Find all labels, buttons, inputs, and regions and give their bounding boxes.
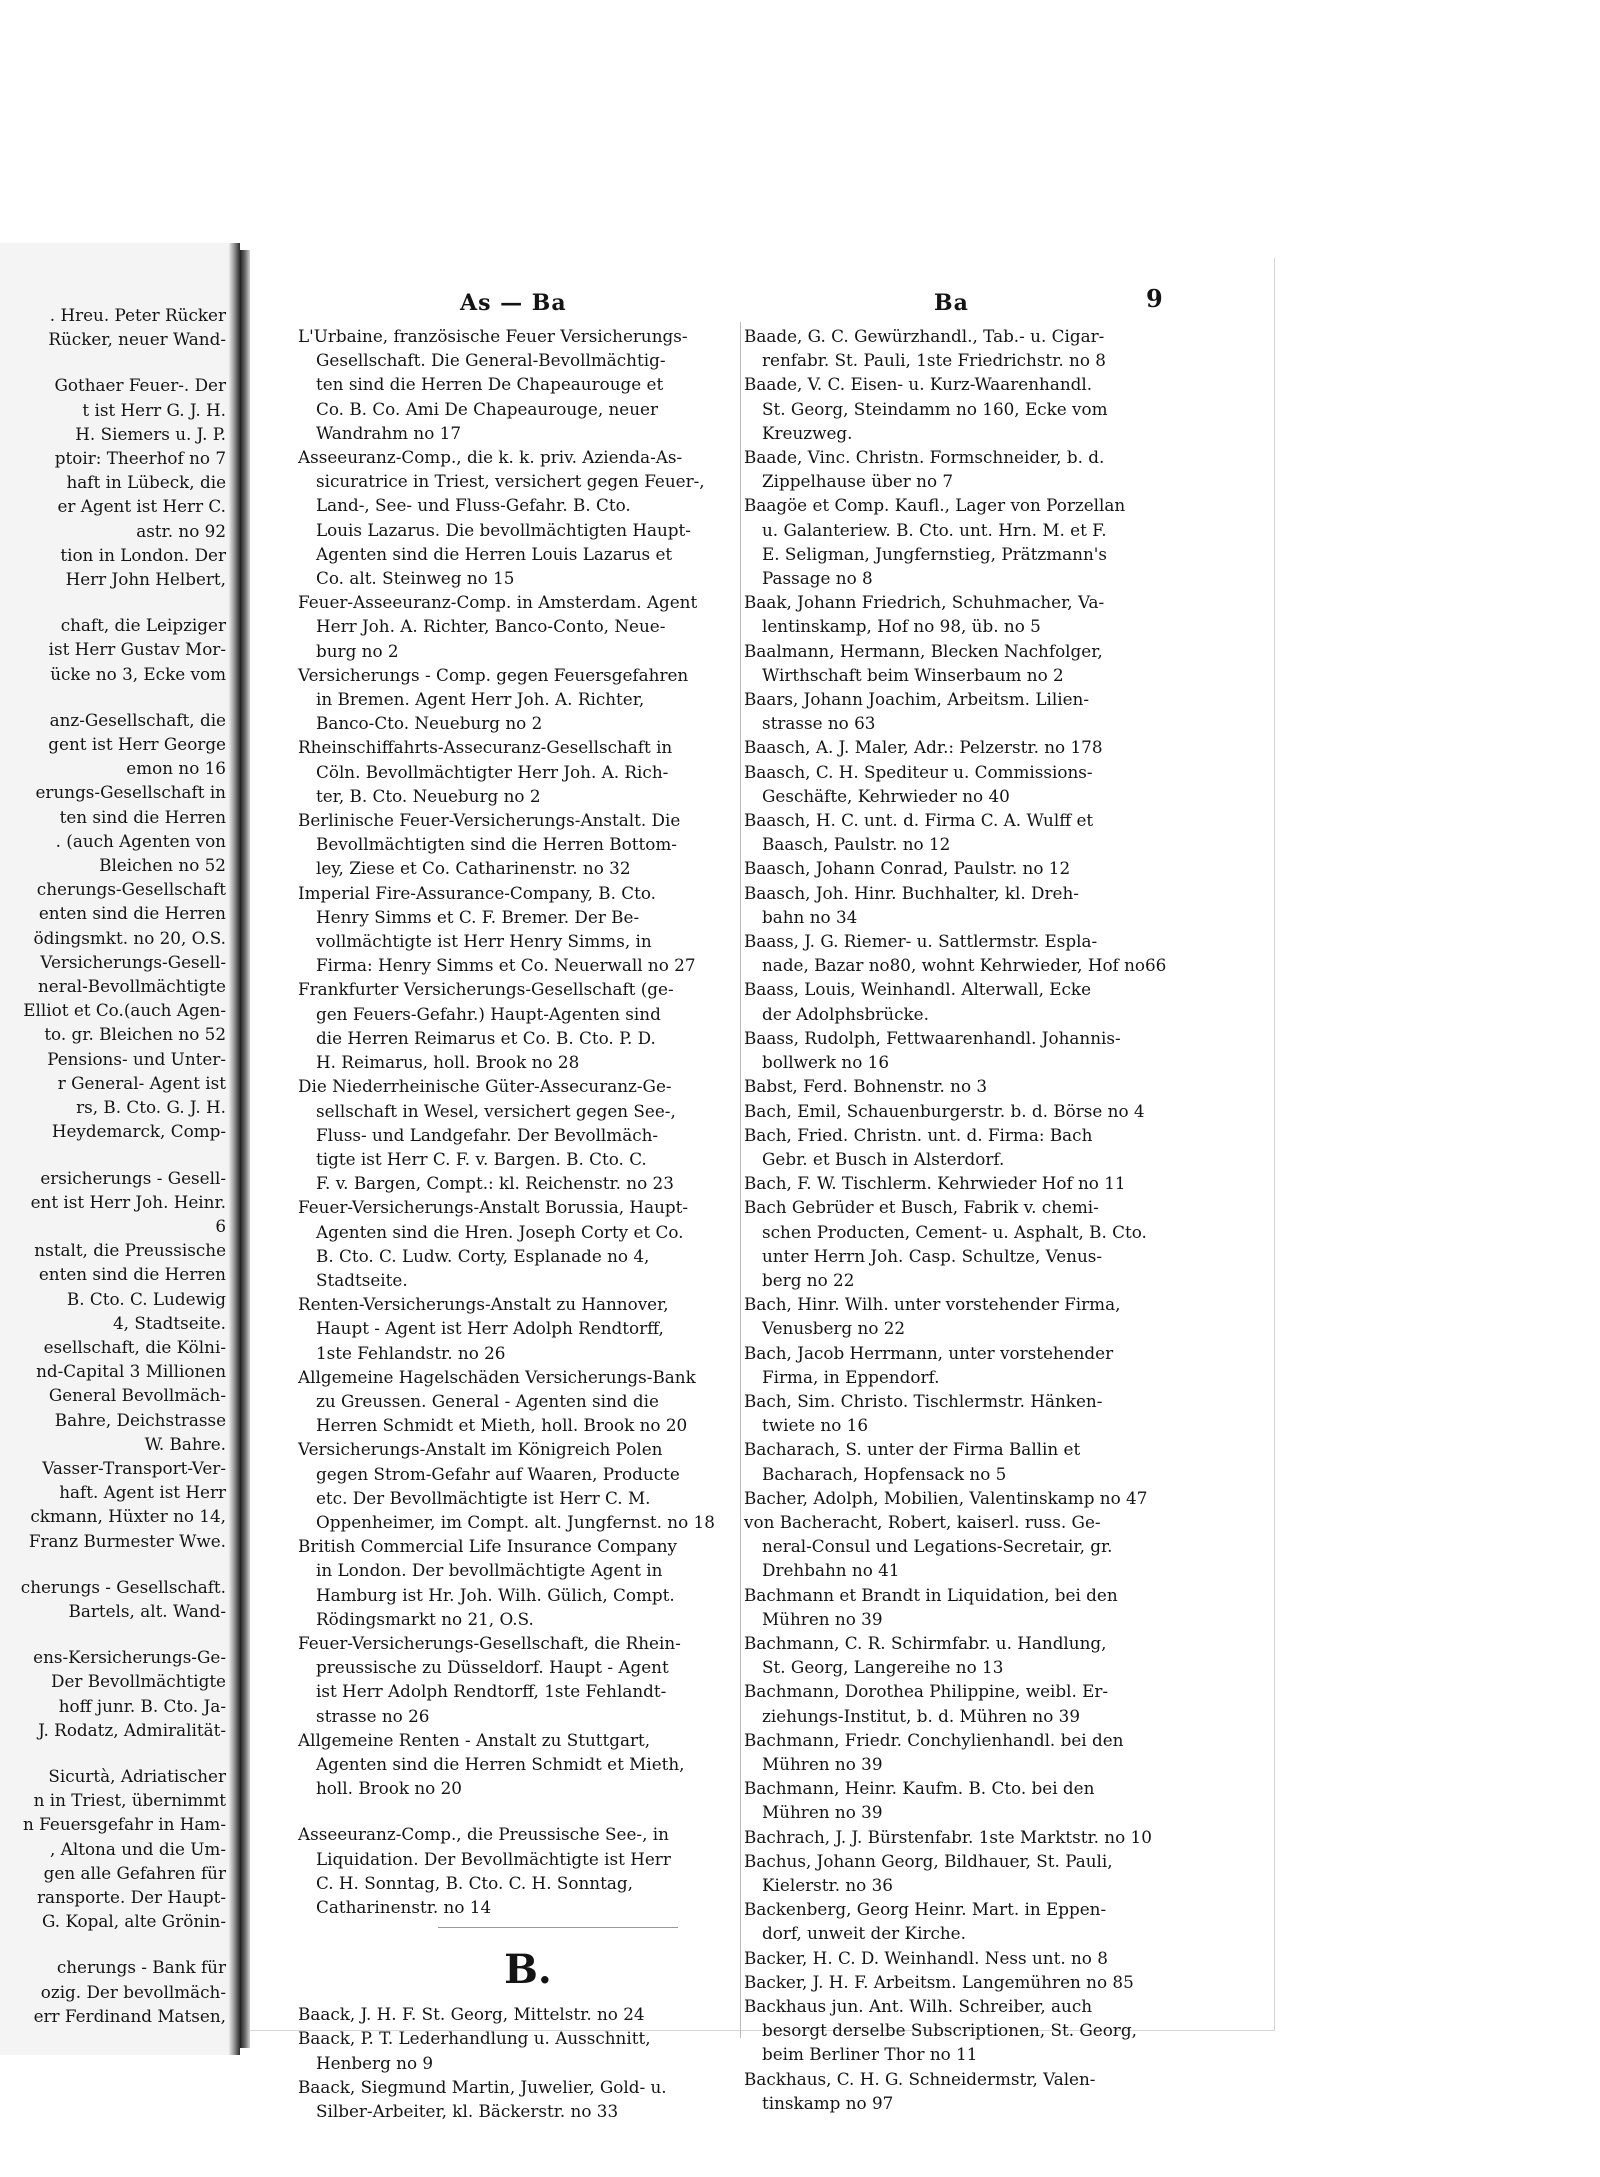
directory-entry bbox=[744, 1510, 1230, 1583]
entry-line: Baasch, Johann Conrad, Paulstr. no 12 bbox=[744, 858, 1071, 879]
directory-entry bbox=[298, 1195, 790, 1292]
directory-entry bbox=[744, 881, 1230, 929]
fragment-line: ist Herr Gustav Mor- bbox=[48, 639, 226, 660]
entry-line: Passage no 8 bbox=[762, 568, 873, 589]
running-head-right: Ba bbox=[934, 290, 969, 316]
directory-entry bbox=[298, 2075, 790, 2123]
entry-line: Liquidation. Der Bevollmächtigte ist Herr bbox=[316, 1848, 671, 1869]
fragment-line: ckmann, Hüxter no 14, bbox=[30, 1506, 226, 1527]
entry-line: 1ste Fehlandstr. no 26 bbox=[316, 1342, 506, 1363]
directory-entry bbox=[744, 1341, 1230, 1389]
entry-line: die Herren Reimarus et Co. B. Cto. P. D. bbox=[316, 1027, 656, 1048]
directory-entry bbox=[744, 1679, 1230, 1727]
fragment-line: haft in Lübeck, die bbox=[66, 472, 226, 493]
fragment-line: to. gr. Bleichen no 52 bbox=[44, 1024, 226, 1045]
fragment-line: General Bevollmäch- bbox=[48, 1385, 226, 1406]
entry-line: Baagöe et Comp. Kaufl., Lager von Porzellan bbox=[744, 495, 1126, 516]
directory-entry bbox=[298, 1822, 790, 1919]
directory-entry bbox=[744, 1946, 1230, 1970]
directory-entry bbox=[744, 1099, 1230, 1123]
fragment-line: . (auch Agenten von bbox=[55, 830, 226, 851]
directory-entry bbox=[744, 1631, 1230, 1679]
entry-line: Baass, J. G. Riemer- u. Sattlermstr. Espla- bbox=[744, 931, 1098, 952]
entry-line: Bach, Fried. Christn. unt. d. Firma: Bach bbox=[744, 1124, 1093, 1145]
column-divider bbox=[740, 322, 741, 2038]
entry-line: Babst, Ferd. Bohnenstr. no 3 bbox=[744, 1076, 988, 1097]
entry-line: Berlinische Feuer-Versicherungs-Anstalt. Die bbox=[298, 810, 681, 831]
fragment-line: nstalt, die Preussische bbox=[34, 1240, 226, 1261]
entry-line: Baass, Rudolph, Fettwaarenhandl. Johannis- bbox=[744, 1027, 1121, 1048]
entry-line: in Bremen. Agent Herr Joh. A. Richter, bbox=[316, 689, 645, 710]
fragment-line: B. Cto. C. Ludewig bbox=[66, 1288, 226, 1309]
entry-line: Baasch, H. C. unt. d. Firma C. A. Wulff et bbox=[744, 810, 1094, 831]
directory-entry bbox=[298, 1534, 790, 1631]
directory-entry bbox=[298, 590, 790, 663]
entry-line: strasse no 26 bbox=[316, 1705, 430, 1726]
entry-line: Bach, F. W. Tischlerm. Kehrwieder Hof no 11 bbox=[744, 1173, 1126, 1194]
entry-line: Bacharach, S. unter der Firma Ballin et bbox=[744, 1439, 1081, 1460]
entry-line: Baack, J. H. F. St. Georg, Mittelstr. no 24 bbox=[298, 2004, 645, 2025]
directory-entry bbox=[744, 590, 1230, 638]
directory-entry bbox=[298, 1631, 790, 1728]
entry-line: Backer, J. H. F. Arbeitsm. Langemühren no 85 bbox=[744, 1971, 1134, 1992]
left-page-text bbox=[0, 303, 234, 2028]
directory-entry bbox=[744, 977, 1230, 1025]
entry-line: Bach, Jacob Herrmann, unter vorstehender bbox=[744, 1342, 1114, 1363]
fragment-line: Rücker, neuer Wand- bbox=[48, 329, 226, 350]
entry-line: Mühren no 39 bbox=[762, 1802, 883, 1823]
directory-entry bbox=[298, 2002, 790, 2026]
directory-entry bbox=[298, 324, 790, 445]
fragment-line bbox=[0, 686, 234, 708]
entry-line: Wandrahm no 17 bbox=[316, 422, 462, 443]
entry-line: Venusberg no 22 bbox=[762, 1318, 906, 1339]
entry-line: Louis Lazarus. Die bevollmächtigten Haupt- bbox=[316, 519, 691, 540]
entry-line: beim Berliner Thor no 11 bbox=[762, 2044, 978, 2065]
directory-entry bbox=[744, 856, 1230, 880]
entry-line: Agenten sind die Hren. Joseph Corty et Co. bbox=[316, 1221, 684, 1242]
directory-entry bbox=[298, 735, 790, 808]
entry-line: schen Producten, Cement- u. Asphalt, B. Cto. bbox=[762, 1221, 1147, 1242]
directory-entry bbox=[744, 1897, 1230, 1945]
fragment-line bbox=[0, 351, 234, 373]
entry-line: Bevollmächtigten sind die Herren Bottom- bbox=[316, 834, 677, 855]
fragment-line: neral-Bevollmächtigte bbox=[37, 976, 226, 997]
directory-entry bbox=[744, 639, 1230, 687]
entry-line: Baak, Johann Friedrich, Schuhmacher, Va- bbox=[744, 592, 1105, 613]
entry-line: B. Cto. C. Ludw. Corty, Esplanade no 4, bbox=[316, 1245, 650, 1266]
entry-line: unter Herrn Joh. Casp. Schultze, Venus- bbox=[762, 1245, 1103, 1266]
directory-entry bbox=[744, 735, 1230, 759]
entry-line: preussische zu Düsseldorf. Haupt - Agent bbox=[316, 1657, 669, 1678]
entry-line: gegen Strom-Gefahr auf Waaren, Producte bbox=[316, 1463, 680, 1484]
directory-entry bbox=[744, 1171, 1230, 1195]
entry-line: Herren Schmidt et Mieth, holl. Brook no 20 bbox=[316, 1415, 688, 1436]
fragment-line: 6 bbox=[215, 1215, 226, 1236]
directory-entry bbox=[744, 493, 1230, 590]
entry-line: Bachmann et Brandt in Liquidation, bei den bbox=[744, 1584, 1118, 1605]
entry-line: Kielerstr. no 36 bbox=[762, 1875, 893, 1895]
fragment-line: n in Triest, übernimmt bbox=[33, 1790, 226, 1811]
fragment-line: Bartels, alt. Wand- bbox=[68, 1600, 226, 1621]
entry-line: C. H. Sonntag, B. Cto. C. H. Sonntag, bbox=[316, 1872, 633, 1893]
fragment-line: ransporte. Der Haupt- bbox=[36, 1886, 226, 1907]
entry-line: ist Herr Adolph Rendtorff, 1ste Fehlandt- bbox=[316, 1681, 667, 1702]
fragment-line: r General- Agent ist bbox=[57, 1072, 226, 1093]
directory-entry bbox=[744, 1583, 1230, 1631]
entry-line: Haupt - Agent ist Herr Adolph Rendtorff, bbox=[316, 1318, 664, 1339]
entry-line: Baass, Louis, Weinhandl. Alterwall, Ecke bbox=[744, 979, 1092, 1000]
fragment-line: hoff junr. B. Cto. Ja- bbox=[58, 1695, 226, 1716]
fragment-line: chaft, die Leipziger bbox=[60, 615, 226, 636]
directory-entry bbox=[744, 324, 1230, 372]
fragment-line: ens-Kersicherungs-Ge- bbox=[33, 1647, 226, 1668]
directory-entry bbox=[298, 1437, 790, 1534]
entry-line: Firma: Henry Simms et Co. Neuerwall no 27 bbox=[316, 955, 696, 976]
directory-entry bbox=[298, 2026, 790, 2074]
entry-line: E. Seligman, Jungfernstieg, Prätzmann's bbox=[762, 543, 1107, 564]
entry-line: Renten-Versicherungs-Anstalt zu Hannover, bbox=[298, 1294, 669, 1315]
fragment-line bbox=[0, 1933, 234, 1955]
entry-line: Drehbahn no 41 bbox=[762, 1560, 900, 1581]
entry-line: Baade, Vinc. Christn. Formschneider, b. d. bbox=[744, 447, 1105, 468]
fragment-line: enten sind die Herren bbox=[38, 1264, 226, 1285]
directory-entry bbox=[744, 1292, 1230, 1340]
fragment-line: n Feuersgefahr in Ham- bbox=[23, 1814, 226, 1835]
entry-line: Bach, Hinr. Wilh. unter vorstehender Firma, bbox=[744, 1294, 1121, 1315]
entry-line: tigte ist Herr C. F. v. Bargen. B. Cto. C. bbox=[316, 1148, 647, 1169]
entry-line: Bachmann, C. R. Schirmfabr. u. Handlung, bbox=[744, 1632, 1107, 1653]
fragment-line: ozig. Der bevollmäch- bbox=[40, 1981, 226, 2002]
fragment-line: gent ist Herr George bbox=[48, 734, 226, 755]
entry-line: Bachmann, Friedr. Conchylienhandl. bei den bbox=[744, 1729, 1124, 1750]
entry-line: ziehungs-Institut, b. d. Mühren no 39 bbox=[762, 1705, 1081, 1726]
entry-line: Baasch, Paulstr. no 12 bbox=[762, 834, 951, 855]
fragment-line: enten sind die Herren bbox=[38, 903, 226, 924]
entry-line: bahn no 34 bbox=[762, 906, 858, 927]
directory-entry bbox=[298, 808, 790, 881]
entry-line: Baade, G. C. Gewürzhandl., Tab.- u. Cigar- bbox=[744, 326, 1105, 346]
entry-line: Land-, See- und Fluss-Gefahr. B. Cto. bbox=[316, 495, 631, 516]
directory-entry bbox=[744, 929, 1230, 977]
directory-entry bbox=[744, 687, 1230, 735]
directory-entry bbox=[744, 1776, 1230, 1824]
fragment-line: Vasser-Transport-Ver- bbox=[42, 1457, 226, 1478]
fragment-line: Elliot et Co.(auch Agen- bbox=[23, 1000, 226, 1021]
fragment-line: . Hreu. Peter Rücker bbox=[49, 305, 226, 325]
entry-line: British Commercial Life Insurance Company bbox=[298, 1536, 678, 1557]
entry-line: Stadtseite. bbox=[316, 1269, 408, 1290]
entry-line: Frankfurter Versicherungs-Gesellschaft (ge- bbox=[298, 979, 674, 1000]
entry-line: Bachmann, Heinr. Kaufm. B. Cto. bei den bbox=[744, 1778, 1095, 1799]
entry-line: Feuer-Versicherungs-Gesellschaft, die Rhein- bbox=[298, 1632, 681, 1653]
fragment-line: Heydemarck, Comp- bbox=[51, 1121, 226, 1142]
entry-line: u. Galanteriew. B. Cto. unt. Hrn. M. et F. bbox=[762, 519, 1107, 540]
fragment-line: esellschaft, die Kölni- bbox=[43, 1336, 226, 1357]
directory-entry bbox=[744, 808, 1230, 856]
fragment-line: haft. Agent ist Herr bbox=[59, 1482, 226, 1503]
fragment-line: er Agent ist Herr C. bbox=[57, 496, 226, 517]
entry-line: gen Feuers-Gefahr.) Haupt-Agenten sind bbox=[316, 1003, 661, 1024]
entry-line: Fluss- und Landgefahr. Der Bevollmäch- bbox=[316, 1124, 659, 1145]
entry-line: Imperial Fire-Assurance-Company, B. Cto. bbox=[298, 882, 656, 903]
entry-line: Bach Gebrüder et Busch, Fabrik v. chemi- bbox=[744, 1197, 1099, 1218]
fragment-line: nd-Capital 3 Millionen bbox=[36, 1361, 226, 1382]
directory-entry bbox=[744, 1026, 1230, 1074]
entry-line: Backenberg, Georg Heinr. Mart. in Eppen- bbox=[744, 1899, 1107, 1920]
directory-entry bbox=[744, 1123, 1230, 1171]
fragment-line: H. Siemers u. J. P. bbox=[75, 423, 226, 444]
entry-line: Allgemeine Renten - Anstalt zu Stuttgart, bbox=[298, 1729, 651, 1750]
entry-line: Kreuzweg. bbox=[762, 422, 853, 443]
entry-line: berg no 22 bbox=[762, 1269, 855, 1290]
fragment-line bbox=[0, 1742, 234, 1764]
fragment-line: Herr John Helbert, bbox=[65, 569, 226, 590]
entry-line: etc. Der Bevollmächtigte ist Herr C. M. bbox=[316, 1487, 651, 1508]
page-number: 9 bbox=[1146, 284, 1164, 313]
fragment-line: ten sind die Herren bbox=[59, 806, 226, 827]
fragment-line: W. Bahre. bbox=[144, 1433, 226, 1454]
fragment-line bbox=[0, 591, 234, 613]
entry-line: Versicherungs-Anstalt im Königreich Polen bbox=[298, 1439, 663, 1460]
fragment-line: cherungs - Gesellschaft. bbox=[20, 1576, 226, 1597]
entry-line: Co. alt. Steinweg no 15 bbox=[316, 568, 515, 589]
entry-line: burg no 2 bbox=[316, 640, 399, 661]
entry-line: renfabr. St. Pauli, 1ste Friedrichstr. no 8 bbox=[762, 350, 1106, 371]
book-gutter bbox=[240, 250, 250, 2048]
fragment-line: Gothaer Feuer-. Der bbox=[54, 375, 226, 396]
entry-line: Baalmann, Hermann, Blecken Nachfolger, bbox=[744, 640, 1103, 661]
entry-line: Baade, V. C. Eisen- u. Kurz-Waarenhandl. bbox=[744, 374, 1093, 395]
fragment-line: gen alle Gefahren für bbox=[43, 1862, 226, 1883]
fragment-line: Franz Burmester Wwe. bbox=[28, 1530, 226, 1551]
entry-line: Bacher, Adolph, Mobilien, Valentinskamp no 47 bbox=[744, 1487, 1148, 1508]
entry-line: F. v. Bargen, Compt.: kl. Reichenstr. no 23 bbox=[316, 1173, 674, 1194]
fragment-line: Pensions- und Unter- bbox=[47, 1048, 226, 1069]
left-column bbox=[298, 324, 790, 2123]
entry-line: sellschaft in Wesel, versichert gegen See-, bbox=[316, 1100, 676, 1121]
fragment-line: G. Kopal, alte Grönin- bbox=[41, 1911, 226, 1932]
entry-line: Mühren no 39 bbox=[762, 1608, 883, 1629]
directory-entry bbox=[744, 1994, 1230, 2067]
directory-entry bbox=[298, 1074, 790, 1195]
fragment-line: err Ferdinand Matsen, bbox=[33, 2005, 226, 2026]
entry-line: Backhaus, C. H. G. Schneidermstr, Valen- bbox=[744, 2068, 1096, 2089]
entry-line: Baasch, Joh. Hinr. Buchhalter, kl. Dreh- bbox=[744, 882, 1079, 903]
entry-line: Gesellschaft. Die General-Bevollmächtig- bbox=[316, 350, 666, 371]
entry-line: Bach, Emil, Schauenburgerstr. b. d. Börse no 4 bbox=[744, 1100, 1145, 1121]
fragment-line bbox=[0, 1623, 234, 1645]
directory-entry bbox=[298, 1728, 790, 1801]
directory-entry bbox=[744, 1849, 1230, 1897]
entry-line: besorgt derselbe Subscriptionen, St. Georg, bbox=[762, 2020, 1137, 2041]
entry-line: Baack, P. T. Lederhandlung u. Ausschnitt, bbox=[298, 2028, 651, 2049]
left-page-edge bbox=[228, 243, 240, 2055]
entry-gap bbox=[298, 1800, 790, 1822]
entry-line: Cöln. Bevollmächtigter Herr Joh. A. Rich- bbox=[316, 761, 669, 782]
entry-line: Catharinenstr. no 14 bbox=[316, 1897, 492, 1917]
entry-line: Agenten sind die Herren Schmidt et Mieth, bbox=[316, 1753, 685, 1774]
directory-entry bbox=[298, 881, 790, 978]
entry-line: H. Reimarus, holl. Brook no 28 bbox=[316, 1052, 580, 1073]
ba-entries bbox=[744, 324, 1230, 2115]
entry-line: holl. Brook no 20 bbox=[316, 1778, 462, 1799]
entry-line: Bachmann, Dorothea Philippine, weibl. Er- bbox=[744, 1681, 1109, 1702]
fragment-line: erungs-Gesellschaft in bbox=[35, 782, 226, 803]
fragment-line bbox=[0, 1553, 234, 1575]
entry-line: Geschäfte, Kehrwieder no 40 bbox=[762, 785, 1010, 806]
entry-line: Allgemeine Hagelschäden Versicherungs-Bank bbox=[298, 1366, 696, 1387]
entry-line: Mühren no 39 bbox=[762, 1753, 883, 1774]
entry-line: Feuer-Asseeuranz-Comp. in Amsterdam. Agent bbox=[298, 592, 698, 613]
entry-line: Bachrach, J. J. Bürstenfabr. 1ste Marktstr. no 10 bbox=[744, 1826, 1152, 1847]
entry-line: ley, Ziese et Co. Catharinenstr. no 32 bbox=[316, 858, 631, 879]
directory-entry bbox=[298, 663, 790, 736]
entry-line: Henberg no 9 bbox=[316, 2052, 434, 2073]
entry-line: Bach, Sim. Christo. Tischlermstr. Hänken- bbox=[744, 1390, 1103, 1411]
entry-line: Bachus, Johann Georg, Bildhauer, St. Pauli, bbox=[744, 1850, 1113, 1871]
entry-line: ter, B. Cto. Neueburg no 2 bbox=[316, 785, 541, 806]
directory-entry bbox=[744, 1825, 1230, 1849]
entry-line: Feuer-Versicherungs-Anstalt Borussia, Haupt- bbox=[298, 1197, 689, 1218]
entry-line: Zippelhause über no 7 bbox=[762, 471, 954, 492]
section-letter: B. bbox=[504, 1946, 552, 1994]
directory-entry bbox=[744, 372, 1230, 445]
right-column bbox=[744, 324, 1230, 2115]
fragment-line: Bleichen no 52 bbox=[99, 855, 226, 876]
entry-line: sicuratrice in Triest, versichert gegen Feuer-, bbox=[316, 471, 705, 492]
entry-line: Banco-Cto. Neueburg no 2 bbox=[316, 713, 543, 734]
entry-line: Henry Simms et C. F. Bremer. Der Be- bbox=[316, 906, 640, 927]
entry-line: neral-Consul und Legations-Secretair, gr. bbox=[762, 1536, 1113, 1557]
directory-page bbox=[250, 258, 1275, 2122]
entry-line: Baasch, C. H. Spediteur u. Commissions- bbox=[744, 761, 1093, 782]
directory-entry bbox=[744, 2067, 1230, 2115]
entry-line: ten sind die Herren De Chapeaurouge et bbox=[316, 374, 664, 395]
fragment-line: ödingsmkt. no 20, O.S. bbox=[33, 927, 226, 948]
fragment-line: Versicherungs-Gesell- bbox=[40, 951, 226, 972]
fragment-line: cherungs - Bank für bbox=[56, 1957, 226, 1978]
fragment-line: emon no 16 bbox=[126, 758, 226, 779]
entry-line: strasse no 63 bbox=[762, 713, 876, 734]
directory-entry bbox=[744, 760, 1230, 808]
fragment-line: J. Rodatz, Admiralität- bbox=[38, 1719, 226, 1740]
entry-line: Versicherungs - Comp. gegen Feuersgefahren bbox=[298, 664, 689, 685]
fragment-line: anz-Gesellschaft, die bbox=[49, 709, 226, 730]
left-page-fragment bbox=[0, 243, 240, 2055]
fragment-line bbox=[0, 1144, 234, 1166]
directory-entry bbox=[298, 977, 790, 1074]
entry-line: Oppenheimer, im Compt. alt. Jungfernst. no 18 bbox=[316, 1511, 715, 1532]
fragment-line: Sicurtà, Adriatischer bbox=[48, 1765, 226, 1786]
entry-line: Rödingsmarkt no 21, O.S. bbox=[316, 1608, 534, 1629]
directory-entry bbox=[744, 1970, 1230, 1994]
directory-entry bbox=[298, 445, 790, 590]
fragment-line: , Altona und die Um- bbox=[50, 1838, 226, 1859]
entry-line: zu Greussen. General - Agenten sind die bbox=[316, 1390, 659, 1411]
fragment-line: cherungs-Gesellschaft bbox=[36, 879, 226, 900]
entry-line: Wirthschaft beim Winserbaum no 2 bbox=[762, 664, 1064, 685]
entry-line: tinskamp no 97 bbox=[762, 2092, 894, 2113]
directory-entry bbox=[744, 1486, 1230, 1510]
entry-line: Backhaus jun. Ant. Wilh. Schreiber, auch bbox=[744, 1996, 1093, 2017]
section-rule bbox=[438, 1927, 678, 1928]
entry-line: St. Georg, Steindamm no 160, Ecke vom bbox=[762, 398, 1108, 419]
entry-line: Bacharach, Hopfensack no 5 bbox=[762, 1463, 1007, 1484]
fragment-line: Bahre, Deichstrasse bbox=[54, 1409, 226, 1430]
b-entries bbox=[298, 2002, 790, 2123]
entry-line: dorf, unweit der Kirche. bbox=[762, 1923, 966, 1944]
directory-entry bbox=[744, 1437, 1230, 1485]
fragment-line: rs, B. Cto. G. J. H. bbox=[76, 1097, 226, 1118]
entry-line: Herr Joh. A. Richter, Banco-Conto, Neue- bbox=[316, 616, 666, 637]
entry-line: twiete no 16 bbox=[762, 1415, 869, 1436]
entry-line: Baack, Siegmund Martin, Juwelier, Gold- u. bbox=[298, 2076, 667, 2097]
entry-line: der Adolphsbrücke. bbox=[762, 1003, 929, 1024]
fragment-line: tion in London. Der bbox=[60, 544, 226, 565]
entry-line: St. Georg, Langereihe no 13 bbox=[762, 1657, 1004, 1678]
entry-line: Backer, H. C. D. Weinhandl. Ness unt. no 8 bbox=[744, 1947, 1108, 1968]
fragment-line: astr. no 92 bbox=[136, 520, 226, 541]
entry-line: Asseeuranz-Comp., die k. k. priv. Azienda-As- bbox=[298, 447, 683, 468]
entry-line: Asseeuranz-Comp., die Preussische See-, in bbox=[298, 1824, 669, 1845]
running-head-left: As — Ba bbox=[460, 290, 567, 316]
entry-line: in London. Der bevollmächtigte Agent in bbox=[316, 1560, 663, 1581]
entry-line: Co. B. Co. Ami De Chapeaurouge, neuer bbox=[316, 398, 658, 419]
fragment-line: Der Bevollmächtigte bbox=[51, 1671, 226, 1692]
entry-line: von Bacheracht, Robert, kaiserl. russ. Ge- bbox=[744, 1511, 1101, 1532]
directory-entry bbox=[298, 1292, 790, 1365]
directory-entry bbox=[744, 1195, 1230, 1292]
entry-line: Silber-Arbeiter, kl. Bäckerstr. no 33 bbox=[316, 2101, 619, 2122]
fragment-line: ptoir: Theerhof no 7 bbox=[54, 448, 226, 469]
directory-entry bbox=[744, 1728, 1230, 1776]
directory-entry bbox=[298, 1365, 790, 1438]
fragment-line: ent ist Herr Joh. Heinr. bbox=[30, 1191, 226, 1212]
entry-line: Hamburg ist Hr. Joh. Wilh. Gülich, Compt. bbox=[316, 1584, 675, 1605]
fragment-line: t ist Herr G. J. H. bbox=[82, 399, 226, 420]
entry-line: vollmächtigte ist Herr Henry Simms, in bbox=[316, 931, 652, 952]
insurance-entries bbox=[298, 324, 790, 1919]
entry-line: bollwerk no 16 bbox=[762, 1052, 889, 1073]
fragment-line: 4, Stadtseite. bbox=[113, 1312, 226, 1333]
entry-line: Die Niederrheinische Güter-Assecuranz-Ge- bbox=[298, 1076, 672, 1097]
entry-line: Baasch, A. J. Maler, Adr.: Pelzerstr. no 178 bbox=[744, 737, 1103, 758]
entry-line: Firma, in Eppendorf. bbox=[762, 1366, 940, 1387]
entry-line: L'Urbaine, französische Feuer Versicherungs- bbox=[298, 326, 688, 346]
entry-line: nade, Bazar no80, wohnt Kehrwieder, Hof no66 bbox=[762, 955, 1167, 976]
directory-entry bbox=[744, 1074, 1230, 1098]
fragment-line: ersicherungs - Gesell- bbox=[40, 1167, 226, 1188]
entry-line: Rheinschiffahrts-Assecuranz-Gesellschaft in bbox=[298, 737, 673, 758]
entry-line: Baars, Johann Joachim, Arbeitsm. Lilien- bbox=[744, 689, 1089, 710]
directory-entry bbox=[744, 445, 1230, 493]
fragment-line: ücke no 3, Ecke vom bbox=[50, 663, 226, 684]
entry-line: lentinskamp, Hof no 98, üb. no 5 bbox=[762, 616, 1041, 637]
entry-line: Agenten sind die Herren Louis Lazarus et bbox=[316, 543, 673, 564]
entry-line: Gebr. et Busch in Alsterdorf. bbox=[762, 1148, 1005, 1169]
directory-entry bbox=[744, 1389, 1230, 1437]
